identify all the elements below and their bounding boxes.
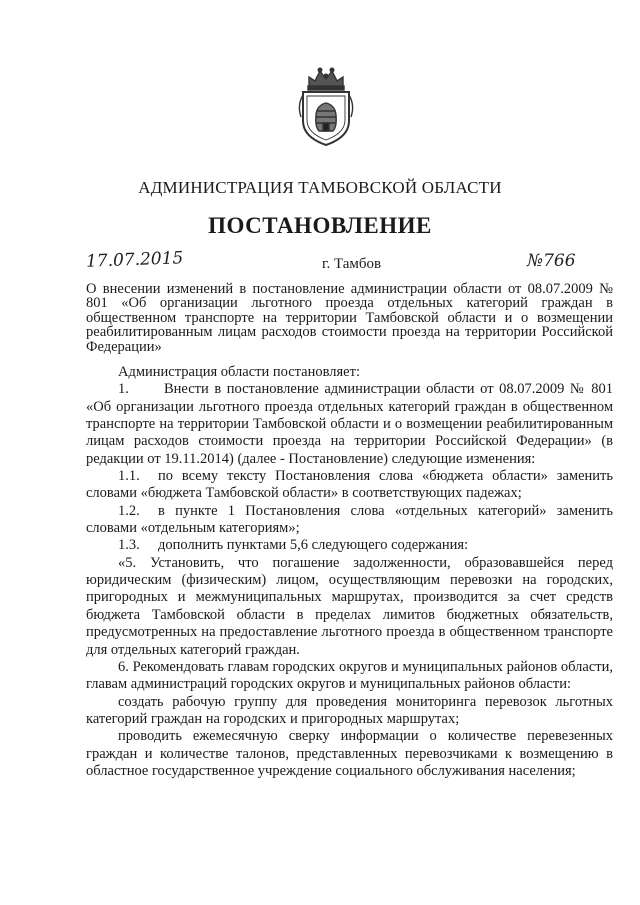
paragraph-1 <box>86 381 613 468</box>
paragraph-6-item-b: проводить ежемесячную сверку информации о количестве перевезенных граждан и количестве талонов, представленных перевозчиками к возмещению в областное государственное учреждение социального обслуживания населения; <box>86 728 613 779</box>
document-body <box>86 364 613 780</box>
tambov-coat-of-arms-icon <box>295 65 357 147</box>
document-city: г. Тамбов <box>322 256 382 272</box>
paragraph-number: 1.3. <box>118 537 140 554</box>
paragraph-number: 1. <box>118 381 129 398</box>
paragraph-number: 1.2. <box>118 502 140 519</box>
preamble: Администрация области постановляет: <box>118 364 360 380</box>
document-type: ПОСТАНОВЛЕНИЕ <box>208 213 432 238</box>
paragraph-number: 1.1. <box>118 468 140 485</box>
paragraph-text: в пункте 1 Постановления слова «отдельных категорий» заменить словами «отдельным категориям»; <box>86 502 613 537</box>
paragraph-text: Внести в постановление администрации области от 08.07.2009 № 801 «Об организации льготного проезда отдельных категорий граждан в общественном транспорте на территории Тамбовской области и о возмещении реабилитированным лицам расходов стоимости проезда на территории Российской Федерации» (в редакции от 19.11.2014) (далее - Постановление) следующие изменения: <box>86 381 613 467</box>
paragraph-6: 6. Рекомендовать главам городских округов и муниципальных районов области, главам администраций городских округов и муниципальных районов области: <box>86 658 613 693</box>
paragraph-6-item-a: создать рабочую группу для проведения мониторинга перевозок льготных категорий граждан на городских и пригородных маршрутах; <box>86 693 613 727</box>
paragraph-text: по всему тексту Постановления слова «бюджета области» заменить словами «бюджета Тамбовской области» в соответствующих падежах; <box>86 468 613 502</box>
paragraph-text: дополнить пунктами 5,6 следующего содержания: <box>158 537 469 554</box>
document-subject: О внесении изменений в постановление администрации области от 08.07.2009 № 801 «Об организации льготного проезда отдельных категорий граждан в общественном транспорте на территории Тамбовской области и о возмещении реабилитированным лицам расходов стоимости проезда на территории Российской Федерации» <box>86 281 613 355</box>
paragraph-5: «5. Установить, что погашение задолженности, образовавшейся перед юридическим (физическим) лицом, осуществляющим перевозки на городских, пригородных и межмуниципальных маршрутах, производится за счет средств бюджета Тамбовской области в пределах лимитов бюджетных обязательств, предусмотренных на предоставление льготного проезда в общественном транспорте для отдельных категорий граждан. <box>86 554 613 658</box>
paragraph-1-3 <box>86 537 613 554</box>
document-date: 17.07.2015 <box>85 248 184 272</box>
paragraph-1-1 <box>86 468 613 503</box>
document-number: №766 <box>527 251 576 271</box>
organization-name: АДМИНИСТРАЦИЯ ТАМБОВСКОЙ ОБЛАСТИ <box>138 178 502 197</box>
paragraph-1-2 <box>86 503 613 538</box>
